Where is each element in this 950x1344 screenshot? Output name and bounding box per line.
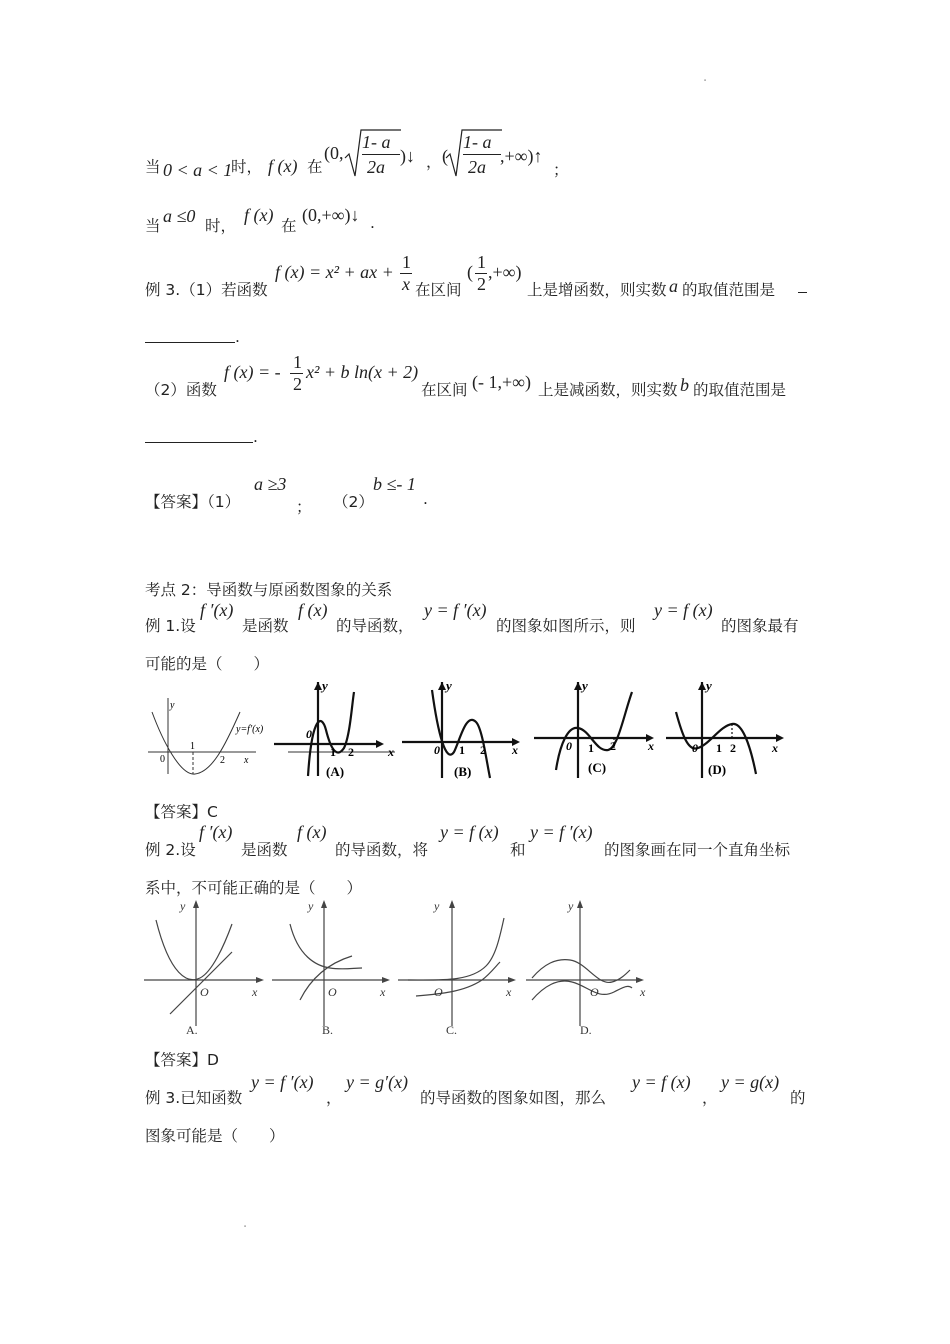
curve-1 bbox=[532, 960, 630, 983]
ex1-p1: 例 1.设 bbox=[145, 617, 196, 635]
text-dang: 当 bbox=[145, 158, 161, 176]
ex1-p5: 的图象最有 bbox=[721, 617, 799, 635]
option-label-b: (B) bbox=[454, 764, 472, 779]
var-b: b bbox=[680, 375, 689, 395]
tick2-c: 2 bbox=[610, 739, 616, 753]
graph-c bbox=[398, 902, 512, 1026]
option-label-c: (C) bbox=[588, 760, 607, 775]
text-shi: 时， bbox=[205, 217, 237, 235]
curve-f bbox=[408, 918, 504, 980]
x-label-c: x bbox=[648, 739, 654, 753]
arrow-y-a bbox=[314, 682, 322, 690]
option-label-d: (D) bbox=[708, 762, 727, 777]
p2-frac-den: 2 bbox=[293, 374, 302, 394]
arrow-x-a bbox=[376, 740, 384, 748]
ex2-p3: 的导函数，将 bbox=[335, 841, 429, 859]
math-interval: (0,+∞)↓ bbox=[302, 205, 360, 225]
comma: ， bbox=[426, 153, 442, 171]
text-tail: 的取值范围是 bbox=[682, 281, 776, 299]
x-label: x bbox=[244, 755, 249, 766]
sqrt-numerator-2: 1- a bbox=[463, 132, 492, 152]
tick-2: 2 bbox=[220, 755, 225, 766]
origin-label: 0 bbox=[160, 754, 165, 765]
arrow-x-b bbox=[382, 977, 390, 983]
p2-interval: (- 1,+∞) bbox=[472, 372, 531, 392]
answer-label: 【答案】（1） bbox=[145, 493, 241, 511]
y-label-a: y bbox=[180, 899, 186, 913]
ex1-p4: 的图象如图所示，则 bbox=[496, 617, 636, 635]
semicolon: ； bbox=[553, 161, 569, 179]
var-a: a bbox=[669, 276, 678, 296]
header-dot: . bbox=[703, 70, 708, 85]
ex3b-c2: ， bbox=[702, 1089, 718, 1107]
x-label-d: x bbox=[640, 985, 646, 999]
arrow-y-c bbox=[449, 900, 455, 908]
ex1-fprime: f ′(x) bbox=[200, 600, 234, 620]
x-label-d: x bbox=[772, 741, 778, 755]
ex3b-y4: y = g(x) bbox=[721, 1072, 780, 1092]
origin-a: 0 bbox=[306, 727, 312, 741]
interval-den: 2 bbox=[477, 274, 486, 294]
origin-a: O bbox=[200, 985, 209, 999]
tick2-b: 2 bbox=[480, 743, 486, 757]
origin-b: O bbox=[328, 985, 337, 999]
text-qujian: 在区间 bbox=[415, 281, 462, 299]
ex1-line2: 可能的是（ ） bbox=[145, 655, 270, 673]
period: . bbox=[423, 490, 428, 508]
arrow-x-c bbox=[508, 977, 516, 983]
arrow-y-a bbox=[193, 900, 199, 908]
sqrt-denominator-1: 2a bbox=[367, 157, 385, 177]
arrow-y-c bbox=[574, 682, 582, 690]
origin-c: O bbox=[434, 985, 443, 999]
tick1-d: 1 bbox=[716, 741, 722, 755]
y-label: y bbox=[170, 700, 175, 711]
fraction-bar-1 bbox=[362, 154, 400, 155]
ex3b-p3: 的 bbox=[790, 1089, 806, 1107]
ex2-figures bbox=[140, 896, 660, 1046]
ex2-y2: y = f ′(x) bbox=[530, 822, 593, 842]
option-a-graph bbox=[274, 682, 380, 776]
p2-frac-num: 1 bbox=[293, 352, 302, 372]
answer-sep: ； bbox=[296, 498, 312, 516]
ex2-y1: y = f (x) bbox=[440, 822, 499, 842]
x-label-a: x bbox=[252, 985, 258, 999]
y-label-b: y bbox=[308, 899, 314, 913]
p2-formula-lhs: f (x) = - bbox=[224, 362, 281, 382]
arrow-x-a bbox=[256, 977, 264, 983]
ex3b-p1: 例 3.已知函数 bbox=[145, 1089, 243, 1107]
interval-open: ( bbox=[467, 262, 473, 282]
ex3b-c1: ， bbox=[326, 1089, 342, 1107]
option-label-a: (A) bbox=[326, 764, 345, 779]
interval-num: 1 bbox=[477, 252, 486, 272]
tick1-a: 1 bbox=[330, 745, 336, 759]
answer-blank-start bbox=[798, 292, 807, 293]
ex3-label: 例 3.（1）若函数 bbox=[145, 281, 268, 299]
origin-b: 0 bbox=[434, 743, 440, 757]
answer-label-2: （2） bbox=[333, 493, 374, 511]
y-label-d: y bbox=[568, 899, 574, 913]
ex3b-p2: 的导函数的图象如图，那么 bbox=[420, 1089, 607, 1107]
ex3b-line2: 图象可能是（ ） bbox=[145, 1127, 285, 1145]
ex2-line2: 系中，不可能正确的是（ ） bbox=[145, 879, 363, 897]
curve bbox=[556, 692, 632, 770]
x-label-b: x bbox=[380, 985, 386, 999]
ex2-p1: 例 2.设 bbox=[145, 841, 196, 859]
tick2-d: 2 bbox=[730, 741, 736, 755]
frac-num: 1 bbox=[402, 252, 411, 272]
math-interval2-close: ,+∞)↑ bbox=[500, 146, 543, 166]
answer-ex1: 【答案】C bbox=[145, 803, 218, 821]
fprime-curve bbox=[152, 712, 240, 774]
graph-a bbox=[144, 902, 260, 1026]
option-b-label: B. bbox=[322, 1023, 334, 1037]
p2-formula-rhs: x² + b ln(x + 2) bbox=[306, 362, 419, 382]
ex1-p3: 的导函数， bbox=[336, 617, 414, 635]
ex3b-y2: y = g′(x) bbox=[346, 1072, 409, 1092]
formula-f: f (x) = x² + ax + bbox=[275, 262, 394, 282]
curve-2 bbox=[532, 981, 632, 1000]
y-label-c: y bbox=[582, 678, 588, 693]
ex2-he: 和 bbox=[510, 841, 526, 859]
ex1-f: f (x) bbox=[298, 600, 328, 620]
math-fx: f (x) bbox=[244, 205, 274, 225]
text-dang: 当 bbox=[145, 217, 161, 235]
math-interval2-open: ( bbox=[442, 146, 448, 166]
answer-ex2: 【答案】D bbox=[145, 1051, 219, 1069]
math-interval-close: )↓ bbox=[400, 146, 415, 166]
y-label-b: y bbox=[446, 678, 452, 693]
p2-qujian: 在区间 bbox=[421, 381, 468, 399]
x-label-c: x bbox=[506, 985, 512, 999]
figure-fprime bbox=[152, 698, 395, 774]
section-title: 考点 2：导函数与原函数图象的关系 bbox=[145, 581, 393, 599]
option-d-label: D. bbox=[580, 1023, 592, 1037]
graph-d bbox=[526, 902, 640, 1026]
line-derivative bbox=[170, 952, 232, 1014]
arrow-y-d bbox=[698, 682, 706, 690]
sqrt-denominator-2: 2a bbox=[468, 157, 486, 177]
answer-b: b ≤- 1 bbox=[373, 474, 416, 494]
curve-fprime bbox=[416, 962, 500, 996]
tick-1: 1 bbox=[190, 741, 195, 752]
text-zai: 在 bbox=[307, 158, 323, 176]
sqrt-numerator-1: 1- a bbox=[362, 132, 391, 152]
ex2-p2: 是函数 bbox=[241, 841, 288, 859]
curve-parabola bbox=[156, 920, 232, 980]
ex1-y2: y = f (x) bbox=[654, 600, 713, 620]
arrow-y-b bbox=[438, 682, 446, 690]
origin-d: O bbox=[590, 985, 599, 999]
text-shi: 时， bbox=[231, 158, 263, 176]
period: . bbox=[370, 214, 375, 232]
origin-c: 0 bbox=[566, 739, 572, 753]
period: . bbox=[253, 428, 258, 446]
p2-label: （2）函数 bbox=[145, 381, 217, 399]
x-label-b: x bbox=[512, 743, 518, 757]
tick1-c: 1 bbox=[588, 741, 594, 755]
ex1-y1: y = f ′(x) bbox=[424, 600, 487, 620]
text-zai: 在 bbox=[281, 217, 297, 235]
period: . bbox=[235, 328, 240, 346]
ex2-p4: 的图象画在同一个直角坐标 bbox=[604, 841, 791, 859]
curve-label: y=f′(x) bbox=[236, 724, 264, 735]
graph-b bbox=[272, 902, 386, 1026]
answer-a: a ≥3 bbox=[254, 474, 287, 494]
math-condition: a ≤0 bbox=[163, 206, 196, 226]
ex2-fprime: f ′(x) bbox=[199, 822, 233, 842]
ex3b-y1: y = f ′(x) bbox=[251, 1072, 314, 1092]
y-label-c: y bbox=[434, 899, 440, 913]
tick2-a: 2 bbox=[348, 745, 354, 759]
curve-increasing bbox=[300, 956, 352, 1000]
p2-tail: 的取值范围是 bbox=[693, 381, 787, 399]
y-label-d: y bbox=[706, 678, 712, 693]
p2-rest: 上是减函数，则实数 bbox=[538, 381, 678, 399]
answer-blank-2 bbox=[145, 442, 253, 443]
tick1-b: 1 bbox=[459, 743, 465, 757]
text-rest: 上是增函数，则实数 bbox=[527, 281, 667, 299]
math-condition: 0 < a < 1 bbox=[163, 160, 233, 180]
curve-decreasing bbox=[290, 924, 362, 969]
option-a-label: A. bbox=[186, 1023, 198, 1037]
footer-dot: . bbox=[243, 1216, 248, 1231]
x-label-a: x bbox=[388, 745, 394, 759]
arrow-y-b bbox=[321, 900, 327, 908]
origin-d: 0 bbox=[692, 741, 698, 755]
option-c-label: C. bbox=[446, 1023, 458, 1037]
answer-blank bbox=[145, 342, 235, 343]
math-interval-open: (0, bbox=[324, 143, 344, 163]
y-label-a: y bbox=[322, 678, 328, 693]
ex3b-y3: y = f (x) bbox=[632, 1072, 691, 1092]
fraction-bar-2 bbox=[463, 154, 501, 155]
ex1-figures bbox=[140, 674, 800, 790]
ex1-p2: 是函数 bbox=[242, 617, 289, 635]
math-fx: f (x) bbox=[268, 156, 298, 176]
interval-close: ,+∞) bbox=[488, 262, 522, 282]
arrow-x-d bbox=[636, 977, 644, 983]
frac-den: x bbox=[402, 274, 410, 294]
arrow-y-d bbox=[577, 900, 583, 908]
ex2-f: f (x) bbox=[297, 822, 327, 842]
